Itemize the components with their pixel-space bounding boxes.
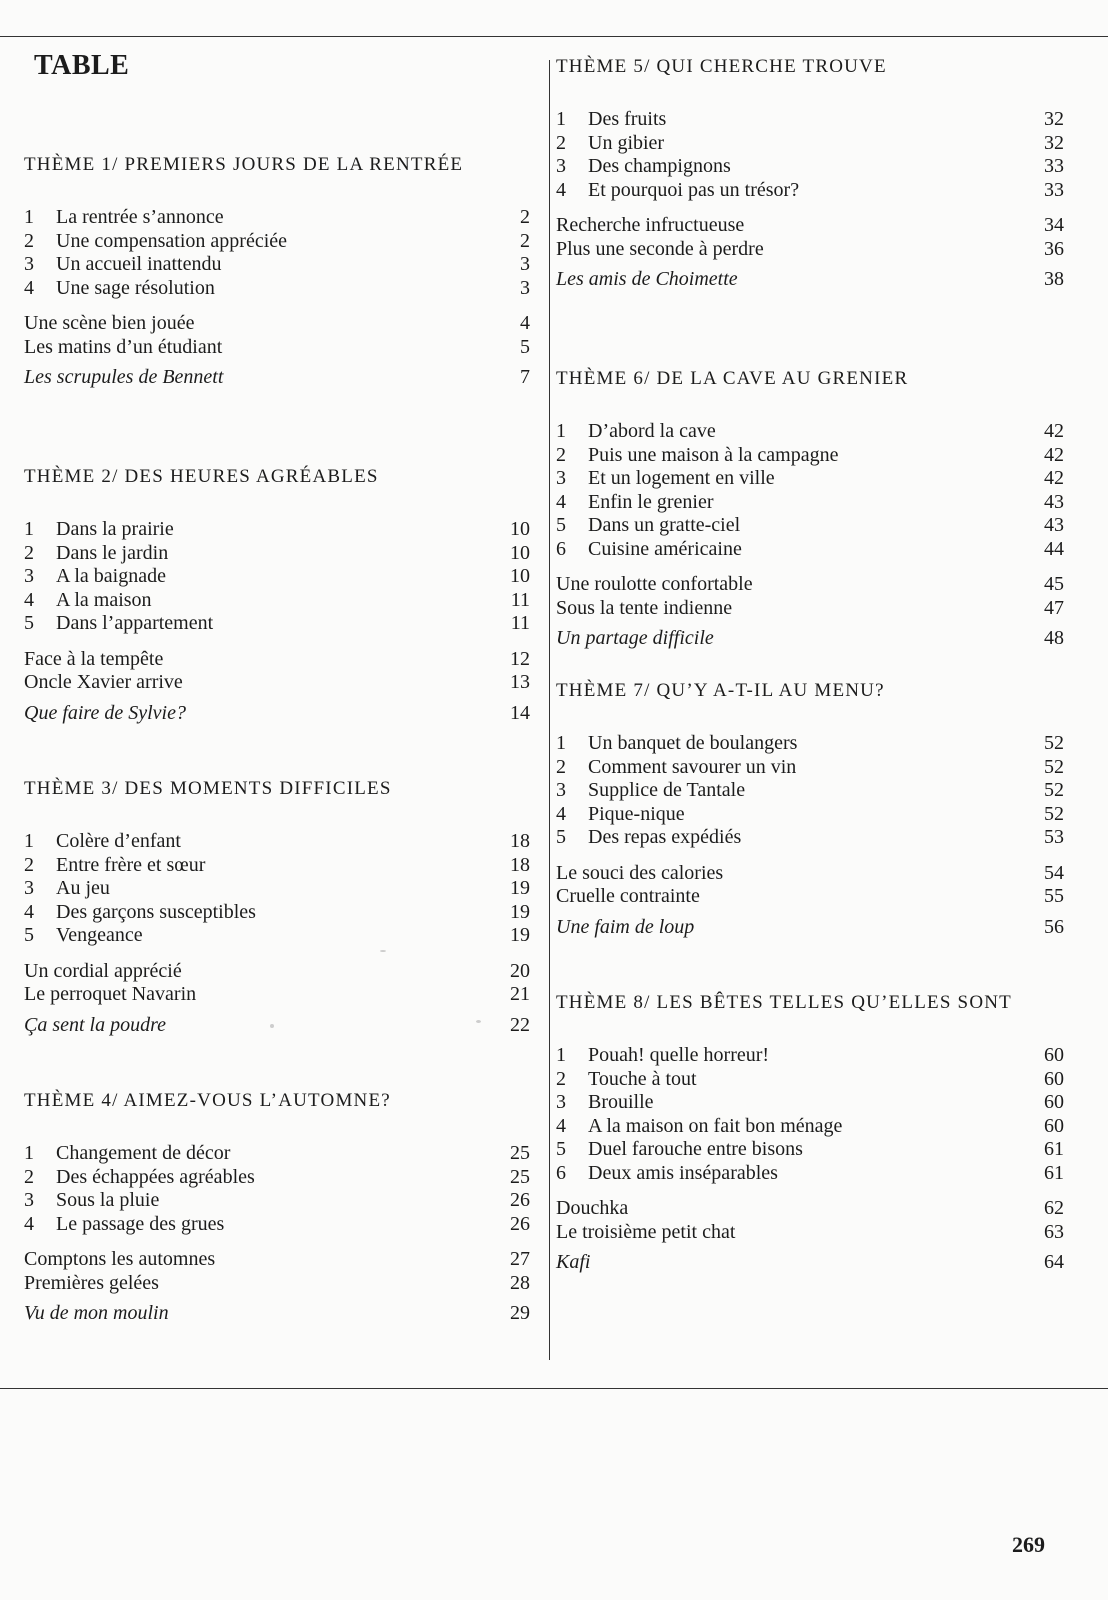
entry-number: 4 <box>24 900 34 923</box>
entry-page: 28 <box>510 1271 530 1294</box>
entry-page: 43 <box>1044 490 1064 513</box>
entry-title: Touche à tout <box>588 1067 697 1090</box>
entry-title: La rentrée s’annonce <box>56 206 224 228</box>
theme-section <box>24 466 530 778</box>
entry-page: 60 <box>1044 1091 1064 1113</box>
toc-entry <box>24 1142 530 1166</box>
entry-number: 3 <box>24 1189 34 1211</box>
toc-entry <box>24 671 530 695</box>
toc-entry <box>24 1302 530 1326</box>
entry-number: 2 <box>24 229 34 252</box>
toc-entry <box>24 518 530 542</box>
entry-number: 3 <box>24 565 34 587</box>
entry-page: 10 <box>510 565 530 587</box>
entry-title: Puis une maison à la campagne <box>588 443 839 466</box>
entry-page: 25 <box>510 1165 530 1188</box>
toc-entry <box>556 467 1064 491</box>
entry-title: Comptons les automnes <box>24 1248 216 1270</box>
toc-entry <box>24 901 530 925</box>
entry-title: Face à la tempête <box>24 647 164 670</box>
toc-entry <box>556 538 1064 562</box>
entry-page: 63 <box>1044 1220 1064 1243</box>
entry-number: 2 <box>556 755 566 778</box>
toc-entry <box>556 444 1064 468</box>
entry-page: 10 <box>510 541 530 564</box>
theme-heading: THÈME 1/ PREMIERS JOURS DE LA RENTRÉE <box>24 154 464 175</box>
entry-title: Une roulotte confortable <box>556 573 753 595</box>
entry-page: 54 <box>1044 861 1064 884</box>
toc-entry <box>24 1213 530 1237</box>
toc-entry <box>556 1138 1064 1162</box>
entry-title: Au jeu <box>56 877 110 899</box>
entry-page: 14 <box>510 701 530 724</box>
entry-title: Cuisine américaine <box>588 537 742 560</box>
entry-number: 1 <box>556 420 566 442</box>
entry-title: Vu de mon moulin <box>24 1302 169 1324</box>
entry-page: 44 <box>1044 537 1064 560</box>
scan-speck <box>380 950 386 952</box>
toc-entry <box>24 366 530 390</box>
toc-entry <box>24 230 530 254</box>
entry-number: 5 <box>556 514 566 536</box>
entry-page: 25 <box>510 1142 530 1164</box>
entry-number: 3 <box>556 779 566 801</box>
entry-title: Oncle Xavier arrive <box>24 671 183 693</box>
entry-number: 3 <box>556 155 566 177</box>
theme-section <box>24 778 530 1090</box>
right-column <box>556 56 1064 1304</box>
entry-number: 1 <box>556 1044 566 1066</box>
toc-entry <box>556 214 1064 238</box>
entry-title: Brouille <box>588 1091 654 1113</box>
entry-page: 62 <box>1044 1197 1064 1219</box>
spacer <box>24 300 530 312</box>
toc-entry <box>24 1189 530 1213</box>
theme-heading: THÈME 3/ DES MOMENTS DIFFICILES <box>24 778 392 799</box>
toc-entry <box>556 1115 1064 1139</box>
entry-page: 11 <box>510 588 530 611</box>
entry-title: Dans la prairie <box>56 518 174 540</box>
entry-page: 32 <box>1044 131 1064 154</box>
entry-title: Que faire de Sylvie? <box>24 701 186 724</box>
toc-entry <box>556 491 1064 515</box>
entry-number: 1 <box>24 830 34 852</box>
entry-title: Les matins d’un étudiant <box>24 335 223 358</box>
entry-page: 7 <box>520 366 530 388</box>
entry-title: Les amis de Choimette <box>556 268 738 290</box>
entry-title: Des garçons susceptibles <box>56 900 256 923</box>
left-column <box>24 154 530 1402</box>
entry-page: 5 <box>520 335 530 358</box>
entry-number: 4 <box>24 1212 34 1235</box>
entry-title: Comment savourer un vin <box>588 755 797 778</box>
entry-title: Changement de décor <box>56 1142 231 1164</box>
toc-entry <box>24 924 530 948</box>
entry-title: Une scène bien jouée <box>24 312 195 334</box>
toc-entry <box>556 862 1064 886</box>
toc-entry <box>556 826 1064 850</box>
entry-page: 33 <box>1044 155 1064 177</box>
entry-page: 3 <box>520 276 530 299</box>
entry-title: Sous la pluie <box>56 1189 160 1211</box>
theme-section <box>556 368 1064 680</box>
toc-entry <box>556 803 1064 827</box>
entry-page: 27 <box>510 1248 530 1270</box>
toc-entry <box>556 1251 1064 1275</box>
entry-number: 5 <box>24 612 34 634</box>
entry-title: Duel farouche entre bisons <box>588 1138 803 1160</box>
toc-entry <box>556 179 1064 203</box>
toc-entry <box>24 253 530 277</box>
toc-entry <box>556 1162 1064 1186</box>
entry-page: 26 <box>510 1189 530 1211</box>
toc-entry <box>24 1248 530 1272</box>
column-divider <box>549 60 550 1360</box>
entry-title: Entre frère et sœur <box>56 853 206 876</box>
entry-page: 38 <box>1044 268 1064 290</box>
entry-title: A la baignade <box>56 565 166 587</box>
entry-number: 3 <box>24 253 34 275</box>
entry-title: Le troisième petit chat <box>556 1220 736 1243</box>
entry-title: Deux amis inséparables <box>588 1161 778 1184</box>
entry-number: 4 <box>556 178 566 201</box>
entry-title: Colère d’enfant <box>56 830 181 852</box>
entry-title: Un accueil inattendu <box>56 253 222 275</box>
entry-number: 4 <box>24 276 34 299</box>
toc-entry <box>556 627 1064 651</box>
entry-page: 10 <box>510 518 530 540</box>
toc-entry <box>24 983 530 1007</box>
theme-heading: THÈME 5/ QUI CHERCHE TROUVE <box>556 56 887 77</box>
entry-page: 19 <box>510 877 530 899</box>
entry-title: Ça sent la poudre <box>24 1013 167 1036</box>
entry-page: 60 <box>1044 1044 1064 1066</box>
entry-page: 22 <box>510 1013 530 1036</box>
entry-number: 4 <box>556 1114 566 1137</box>
theme-heading: THÈME 8/ LES BÊTES TELLES QU’ELLES SONT <box>556 992 1012 1013</box>
entry-page: 33 <box>1044 178 1064 201</box>
toc-entry <box>556 238 1064 262</box>
entry-title: Un banquet de boulangers <box>588 732 798 754</box>
entry-number: 5 <box>556 1138 566 1160</box>
theme-heading: THÈME 2/ DES HEURES AGRÉABLES <box>24 466 379 487</box>
entry-page: 45 <box>1044 573 1064 595</box>
entry-title: Une sage résolution <box>56 276 215 299</box>
entry-number: 5 <box>556 826 566 848</box>
spacer <box>24 1236 530 1248</box>
entry-title: Enfin le grenier <box>588 490 714 513</box>
entry-title: Douchka <box>556 1197 629 1219</box>
entry-page: 32 <box>1044 108 1064 130</box>
toc-entry <box>24 277 530 301</box>
entry-number: 1 <box>556 108 566 130</box>
scan-speck <box>476 1020 481 1023</box>
toc-entry <box>556 732 1064 756</box>
toc-entry <box>556 1068 1064 1092</box>
toc-entry <box>556 1221 1064 1245</box>
entry-page: 42 <box>1044 467 1064 489</box>
entry-title: Des échappées agréables <box>56 1165 255 1188</box>
entry-page: 2 <box>520 229 530 252</box>
page-title: TABLE <box>34 50 130 81</box>
theme-heading: THÈME 6/ DE LA CAVE AU GRENIER <box>556 368 909 389</box>
theme-section <box>556 992 1064 1304</box>
entry-title: Le souci des calories <box>556 861 724 884</box>
entry-title: Et un logement en ville <box>588 467 775 489</box>
theme-section <box>556 680 1064 992</box>
theme-section <box>24 1090 530 1402</box>
entry-number: 1 <box>24 518 34 540</box>
entry-title: D’abord la cave <box>588 420 716 442</box>
spacer <box>556 1185 1064 1197</box>
toc-entry <box>556 268 1064 292</box>
entry-page: 52 <box>1044 732 1064 754</box>
toc-entry <box>24 877 530 901</box>
entry-number: 4 <box>24 588 34 611</box>
entry-page: 52 <box>1044 779 1064 801</box>
entry-title: Des fruits <box>588 108 667 130</box>
entry-page: 52 <box>1044 755 1064 778</box>
entry-title: Les scrupules de Bennett <box>24 366 224 388</box>
toc-entry <box>556 108 1064 132</box>
entry-page: 12 <box>510 647 530 670</box>
entry-number: 2 <box>24 853 34 876</box>
entry-page: 53 <box>1044 826 1064 848</box>
entry-title: Sous la tente indienne <box>556 596 733 619</box>
entry-page: 11 <box>510 612 530 634</box>
toc-entry <box>556 1197 1064 1221</box>
entry-page: 34 <box>1044 214 1064 236</box>
entry-number: 6 <box>556 537 566 560</box>
spacer <box>556 850 1064 862</box>
entry-title: Dans le jardin <box>56 541 169 564</box>
entry-title: Un partage difficile <box>556 627 714 649</box>
entry-title: Supplice de Tantale <box>588 779 746 801</box>
entry-title: Plus une seconde à perdre <box>556 237 764 260</box>
spacer <box>24 948 530 960</box>
entry-number: 2 <box>24 1165 34 1188</box>
toc-entry <box>556 885 1064 909</box>
entry-title: Vengeance <box>56 924 143 946</box>
entry-number: 3 <box>556 1091 566 1113</box>
entry-page: 18 <box>510 830 530 852</box>
entry-title: Dans un gratte-ciel <box>588 514 741 536</box>
entry-page: 26 <box>510 1212 530 1235</box>
entry-page: 4 <box>520 312 530 334</box>
top-rule <box>0 36 1108 37</box>
toc-entry <box>556 573 1064 597</box>
entry-title: Le passage des grues <box>56 1212 225 1235</box>
entry-title: Un cordial apprécié <box>24 959 182 982</box>
theme-section <box>24 154 530 466</box>
entry-number: 3 <box>24 877 34 899</box>
toc-entry <box>24 854 530 878</box>
entry-page: 19 <box>510 924 530 946</box>
entry-number: 2 <box>556 1067 566 1090</box>
spacer <box>24 636 530 648</box>
entry-page: 13 <box>510 671 530 693</box>
entry-number: 2 <box>24 541 34 564</box>
entry-page: 20 <box>510 959 530 982</box>
toc-entry <box>556 420 1064 444</box>
entry-title: Un gibier <box>588 131 665 154</box>
entry-page: 19 <box>510 900 530 923</box>
toc-entry <box>556 756 1064 780</box>
entry-title: Une compensation appréciée <box>56 229 288 252</box>
toc-entry <box>556 1044 1064 1068</box>
entry-number: 3 <box>556 467 566 489</box>
toc-entry <box>24 589 530 613</box>
entry-title: Recherche infructueuse <box>556 214 745 236</box>
entry-title: Kafi <box>556 1251 591 1273</box>
entry-title: Une faim de loup <box>556 915 695 938</box>
entry-number: 5 <box>24 924 34 946</box>
toc-entry <box>556 779 1064 803</box>
entry-page: 64 <box>1044 1251 1064 1273</box>
spacer <box>556 202 1064 214</box>
theme-section <box>556 56 1064 368</box>
entry-title: Dans l’appartement <box>56 612 214 634</box>
entry-page: 52 <box>1044 802 1064 825</box>
entry-page: 42 <box>1044 443 1064 466</box>
toc-entry <box>24 1272 530 1296</box>
entry-title: Des champignons <box>588 155 731 177</box>
entry-title: Pouah! quelle horreur! <box>588 1044 770 1066</box>
entry-title: Premières gelées <box>24 1271 159 1294</box>
entry-number: 1 <box>24 206 34 228</box>
toc-entry <box>24 1166 530 1190</box>
entry-page: 18 <box>510 853 530 876</box>
entry-title: Et pourquoi pas un trésor? <box>588 178 800 201</box>
toc-entry <box>24 702 530 726</box>
entry-title: Cruelle contrainte <box>556 885 700 907</box>
entry-title: A la maison <box>56 588 152 611</box>
toc-entry <box>556 132 1064 156</box>
entry-title: Le perroquet Navarin <box>24 983 197 1005</box>
entry-page: 42 <box>1044 420 1064 442</box>
entry-number: 2 <box>556 443 566 466</box>
entry-page: 60 <box>1044 1114 1064 1137</box>
entry-title: Pique-nique <box>588 802 685 825</box>
toc-entry <box>24 960 530 984</box>
entry-number: 2 <box>556 131 566 154</box>
entry-number: 6 <box>556 1161 566 1184</box>
toc-entry <box>24 206 530 230</box>
entry-page: 3 <box>520 253 530 275</box>
entry-page: 2 <box>520 206 530 228</box>
toc-entry <box>24 648 530 672</box>
entry-page: 47 <box>1044 596 1064 619</box>
entry-number: 4 <box>556 802 566 825</box>
entry-page: 55 <box>1044 885 1064 907</box>
entry-number: 1 <box>24 1142 34 1164</box>
entry-page: 56 <box>1044 915 1064 938</box>
toc-entry <box>24 565 530 589</box>
page-number: 269 <box>1012 1532 1045 1557</box>
toc-entry <box>24 830 530 854</box>
scan-speck <box>270 1024 274 1028</box>
toc-entry <box>556 1091 1064 1115</box>
toc-entry <box>556 916 1064 940</box>
toc-entry <box>556 155 1064 179</box>
toc-entry <box>24 312 530 336</box>
entry-page: 29 <box>510 1302 530 1324</box>
toc-entry <box>24 1014 530 1038</box>
entry-page: 36 <box>1044 237 1064 260</box>
theme-heading: THÈME 4/ AIMEZ-VOUS L’AUTOMNE? <box>24 1090 391 1111</box>
spacer <box>556 561 1064 573</box>
toc-entry <box>556 597 1064 621</box>
entry-page: 60 <box>1044 1067 1064 1090</box>
entry-page: 61 <box>1044 1138 1064 1160</box>
entry-number: 1 <box>556 732 566 754</box>
toc-entry <box>24 336 530 360</box>
theme-heading: THÈME 7/ QU’Y A-T-IL AU MENU? <box>556 680 885 701</box>
entry-page: 61 <box>1044 1161 1064 1184</box>
entry-title: A la maison on fait bon ménage <box>588 1114 843 1137</box>
entry-title: Des repas expédiés <box>588 826 742 848</box>
entry-page: 43 <box>1044 514 1064 536</box>
entry-page: 48 <box>1044 627 1064 649</box>
entry-page: 21 <box>510 983 530 1005</box>
toc-entry <box>24 612 530 636</box>
toc-entry <box>24 542 530 566</box>
entry-number: 4 <box>556 490 566 513</box>
toc-entry <box>556 514 1064 538</box>
